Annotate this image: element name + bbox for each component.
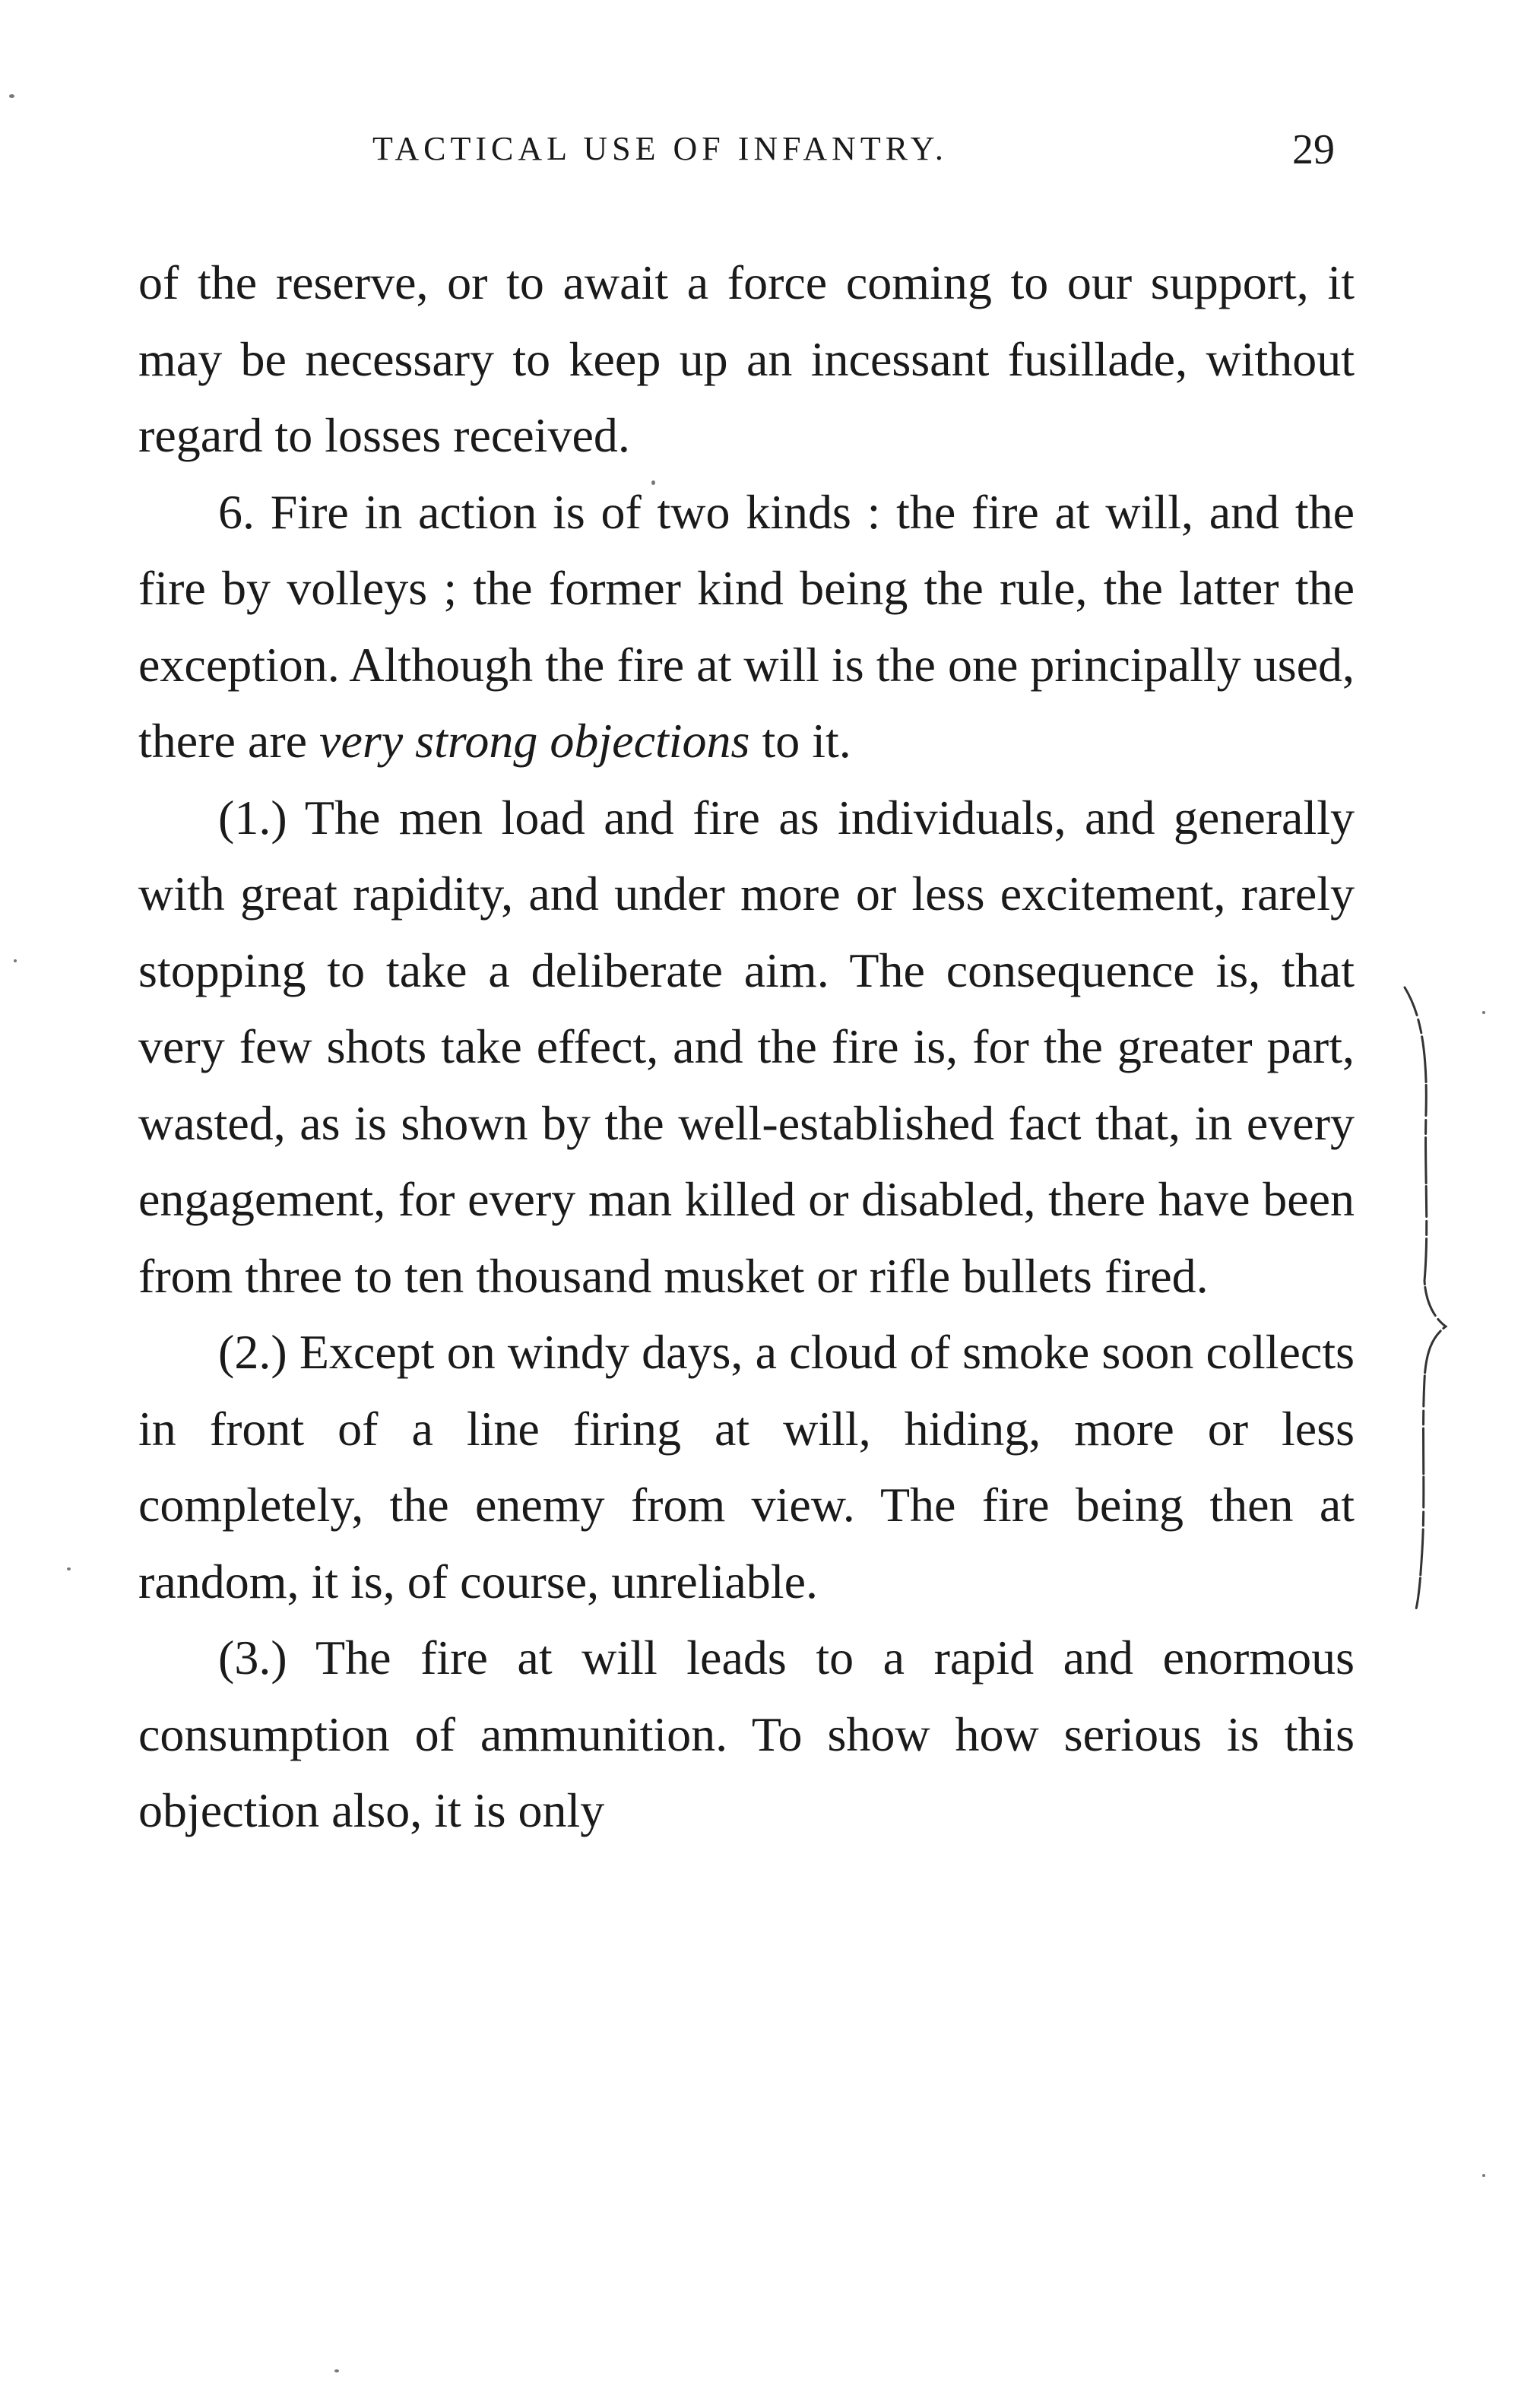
paragraph-objection-2: (2.) Except on windy days, a cloud of smoke soon collects in front of a line firing at will, hiding, more or less completely, the enemy from view. The fire being then at random, it is, of course, unreliable.: [138, 1325, 1355, 1608]
paragraph-text: 6. Fire in action is of two kinds : the fire at will, and the fire by volleys ; the former kind being the rule, the latter the exception. Although the fire at will is the one principally used, there are: [138, 484, 1355, 768]
paragraph-fire-kinds: [138, 474, 1355, 780]
running-title: TACTICAL USE OF INFANTRY.: [372, 130, 948, 167]
margin-speck: [9, 94, 14, 98]
margin-speck: [1482, 2174, 1485, 2177]
paragraph-objection-1: (1.) The men load and fire as individuals, and generally with great rapidity, and under more or less excitement, rarely stopping to take a deliberate aim. The consequence is, that very few shots take effect, and the fire is, for the greater part, wasted, as is shown by the well-established fact that, in every engagement, for every man killed or disabled, there have been from three to ten thousand musket or rifle bullets fired.: [138, 790, 1355, 1303]
margin-speck: [1482, 1011, 1485, 1014]
margin-speck: [334, 2369, 339, 2372]
paragraph-objection-3: (3.) The fire at will leads to a rapid and enormous consumption of ammunition. To show how serious is this objection also, it is only: [138, 1631, 1355, 1837]
body-text: [138, 245, 1355, 1849]
page-number: 29: [1292, 126, 1335, 173]
emphasized-text: very strong objections: [319, 714, 750, 768]
margin-speck: [651, 480, 655, 485]
paragraph-continuation: of the reserve, or to await a force coming to our support, it may be necessary to keep up an incessant fusillade, without regard to losses received.: [138, 255, 1355, 462]
handwritten-margin-bracket: [1399, 984, 1459, 1615]
margin-speck: [14, 959, 17, 962]
margin-speck: [67, 1567, 71, 1570]
paragraph-text: to it.: [749, 714, 851, 768]
